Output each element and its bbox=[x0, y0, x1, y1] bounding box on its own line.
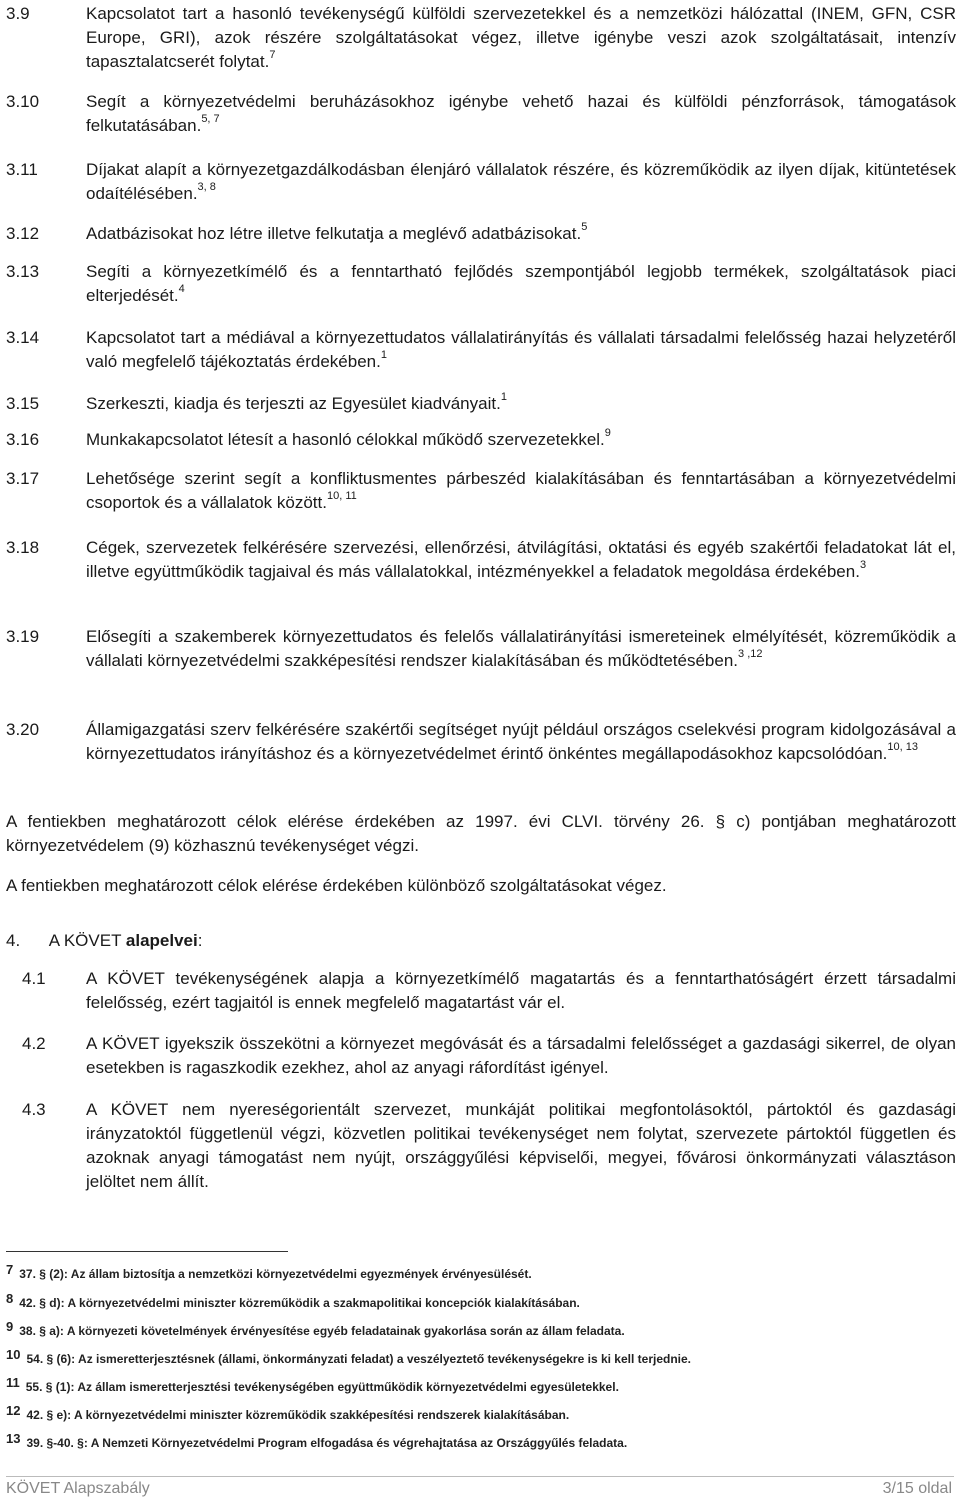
item-text: Államigazgatási szerv felkérésére szakértői segítséget nyújt például országos cselekvési program kidolgozásával a környezettudatos irányításhoz és a környezetvédelmet érintő önkéntes megállapodásokhoz kapcsolódóan.$^{10, 13}$ bbox=[86, 720, 956, 763]
item-number: 3.13 bbox=[6, 262, 40, 281]
item-number: 3.18 bbox=[6, 538, 40, 557]
footnote-ref: 3, 8 bbox=[197, 181, 216, 194]
footnote: 9 38. § a): A környezeti követelmények érvényesítése egyéb feladatainak gyakorlása során az állam feladata. bbox=[6, 1319, 625, 1338]
section-number: 4. bbox=[6, 931, 21, 950]
footnote-ref: 1 bbox=[500, 391, 507, 404]
item-number: 3.15 bbox=[6, 394, 40, 413]
item-number: 3.12 bbox=[6, 224, 40, 243]
footnote-ref: 3 bbox=[859, 559, 867, 572]
item-text: Segíti a környezetkímélő és a fenntartható fejlődés szempontjából legjobb termékek, szolgáltatások piaci elterjedését.$^4$ bbox=[86, 262, 956, 305]
item-number: 3.19 bbox=[6, 627, 40, 646]
item-text: A KÖVET tevékenységének alapja a környezetkímélő magatartás és a fenntarthatóságért érzett társadalmi felelősség, ezért tagjaitól is ennek megfelelő magatartást vár el. bbox=[86, 969, 956, 1012]
footnote: 10 54. § (6): Az ismeretterjesztésnek (állami, önkormányzati feladat) a veszélyeztető tevékenységekre is ki kell terjednie. bbox=[6, 1347, 691, 1366]
item-text: Díjakat alapít a környezetgazdálkodásban élenjáró vállalatok részére, és közreműködik az ilyen díjak, kitüntetések odaítélésében.$^{3, 8}$ bbox=[86, 160, 956, 203]
item-number: 3.20 bbox=[6, 720, 40, 739]
item-text: Cégek, szervezetek felkérésére szervezési, ellenőrzési, átvilágítási, oktatási és egyéb szakértői feladatokat lát el, illetve együttműködik tagjaival és más vállalatokkal, intézményekkel a feladatok megoldása érdekében.$^3$ bbox=[86, 538, 956, 581]
footnote-ref: 1 bbox=[380, 349, 387, 362]
item-number: 3.9 bbox=[6, 4, 30, 23]
item-number: 3.14 bbox=[6, 328, 40, 347]
footnote: 8 42. § d): A környezetvédelmi miniszter közreműködik a szakmapolitikai koncepciók kialakításában. bbox=[6, 1291, 580, 1310]
footer-title: KÖVET Alapszabály bbox=[6, 1480, 150, 1497]
item-text: A KÖVET nem nyereségorientált szervezet, munkáját politikai megfontolásoktól, pártoktól és gazdasági irányzatoktól függetlenül végzi, közvetlen politikai tevékenységet nem folytat, szervezete pártoktól független és azoknak anyagi támogatást nem nyújt, országgyűlési képviselői, megyei, fővárosi önkormányzati választáson jelöltet nem állít. bbox=[86, 1100, 956, 1191]
footnote-ref: 9 bbox=[604, 427, 611, 440]
section-title-bold: alapelvei bbox=[125, 931, 198, 950]
item-number: 3.10 bbox=[6, 92, 40, 111]
footnote-ref: 5 bbox=[581, 221, 588, 234]
footer-divider bbox=[6, 1476, 954, 1477]
footnote-ref: 4 bbox=[178, 283, 185, 296]
footnote-divider bbox=[6, 1251, 288, 1252]
item-text: Adatbázisokat hoz létre illetve felkutatja a meglévő adatbázisokat.$^5$ bbox=[86, 221, 588, 243]
item-text: A KÖVET igyekszik összekötni a környezet megóvását és a társadalmi felelősséget a gazdasági sikerrel, de olyan esetekben is ragaszkodik ezekhez, ahol az anyagi ráfordítást igényel. bbox=[86, 1034, 956, 1077]
item-number: 4.3 bbox=[22, 1100, 46, 1119]
item-number: 3.11 bbox=[6, 160, 38, 179]
item-text: Kapcsolatot tart a hasonló tevékenységű külföldi szervezetekkel és a nemzetközi hálózattal (INEM, GFN, CSR Europe, GRI), azok részére szolgáltatásokat végez, illetve igénybe veszi azok szolgáltatásait, intenzív tapasztalatcserét folytat.$^7$ bbox=[86, 4, 956, 71]
footnote-ref: 3 ,12 bbox=[738, 648, 763, 661]
item-number: 3.17 bbox=[6, 469, 40, 488]
footnote-ref: 10, 13 bbox=[887, 741, 918, 754]
page-number: 3/15 oldal bbox=[882, 1480, 952, 1497]
section-heading bbox=[6, 929, 906, 953]
footnote: 13 39. §-40. §: A Nemzeti Környezetvédelmi Program elfogadása és végrehajtatása az Országgyűlés feladata. bbox=[6, 1431, 628, 1450]
item-text: Elősegíti a szakemberek környezettudatos és felelős vállalatirányítási ismereteinek elmélyítését, közreműködik a vállalati környezetvédelmi szakképesítési rendszer kialakításában és működtetésében.$^{3 ,12}$ bbox=[86, 627, 956, 670]
footnote: 12 42. § e): A környezetvédelmi miniszter közreműködik szakképesítési rendszerek kialakításában. bbox=[6, 1403, 570, 1422]
item-number: 4.2 bbox=[22, 1034, 46, 1053]
paragraph: A fentiekben meghatározott célok elérése érdekében különböző szolgáltatásokat végez. bbox=[6, 876, 667, 895]
footnote-ref: 5, 7 bbox=[201, 113, 220, 126]
item-text: Segít a környezetvédelmi beruházásokhoz igénybe vehető hazai és külföldi pénzforrások, támogatások felkutatásában.$^{5, 7}$ bbox=[86, 92, 956, 135]
item-text: Szerkeszti, kiadja és terjeszti az Egyesület kiadványait.$^1$ bbox=[86, 391, 507, 413]
paragraph: A fentiekben meghatározott célok elérése érdekében az 1997. évi CLVI. törvény 26. § c) pontjában meghatározott környezetvédelem (9) közhasznú tevékenységet végzi. bbox=[6, 812, 956, 855]
item-text: Lehetősége szerint segít a konfliktusmentes párbeszéd kialakításában és fenntartásában a környezetvédelmi csoportok és a vállalatok között.$^{10, 11}$ bbox=[86, 469, 956, 512]
footnote-ref: 10, 11 bbox=[326, 490, 357, 503]
item-number: 4.1 bbox=[22, 969, 46, 988]
section-title-prefix: A KÖVET bbox=[48, 931, 122, 950]
item-text: Kapcsolatot tart a médiával a környezettudatos vállalatirányítás és vállalati társadalmi felelősség hazai helyzetéről való megfelelő tájékoztatás érdekében.$^1$ bbox=[86, 328, 956, 371]
item-number: 3.16 bbox=[6, 430, 40, 449]
section-title-suffix: : bbox=[197, 931, 203, 950]
footnote: 7 37. § (2): Az állam biztosítja a nemzetközi környezetvédelmi egyezmények érvényesülését. bbox=[6, 1262, 532, 1281]
footnote: 11 55. § (1): Az állam ismeretterjesztési tevékenységében együttműködik környezetvédelmi egyesületekkel. bbox=[6, 1375, 619, 1394]
footnote-ref: 7 bbox=[269, 49, 276, 62]
item-text: Munkakapcsolatot létesít a hasonló célokkal működő szervezetekkel.$^9$ bbox=[86, 427, 611, 449]
